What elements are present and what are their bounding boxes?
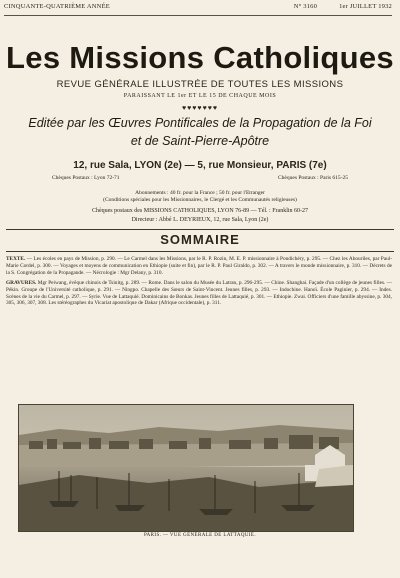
harbor-photograph <box>18 404 354 532</box>
postal-accounts <box>52 175 348 181</box>
sommaire-heading: SOMMAIRE <box>160 232 240 247</box>
postal-lyon: Chèques Postaux : Lyon 72-71 <box>52 175 120 181</box>
divider <box>6 251 394 252</box>
divider <box>6 229 394 230</box>
ornament-divider: ♥♥♥♥♥♥♥ <box>181 104 219 112</box>
issue-date: 1er JUILLET 1932 <box>339 3 392 10</box>
magazine-title: Les Missions Catholiques <box>6 40 394 75</box>
harbor-photo-illustration <box>19 405 353 531</box>
director-info: Directeur : Abbé L. DEYRIEUX, 12, rue Sala, Lyon (2e) <box>131 217 269 223</box>
subscription-price: Abonnements : 40 fr. pour la France ; 50 fr. pour l'Etranger <box>135 190 265 196</box>
publisher-line: et de Saint-Pierre-Apôtre <box>130 134 270 148</box>
gravures-body: Mgr Peiwang, évêque chinois de Tsinitg, p. 289. — Rome. Dans le salon du Musée du Latran, p. 296-295. — Chine. Shanghai. Façade d'un collège de jeunes filles. — Pékin. Groupe de l'Université catholique, p. 291. — Ningpo. Chapelle des Sœurs de Saint-Vincent. Jeunes filles, p. 293. — Indochine. Hanoï. École Paginier, p. 294. — Indes. Scènes de la vie du Carmel, p. 297. — Syrie. Vue de Lattaquié. Dominicains de Bonkas. Jeunes filles de Lattaquié, p. 301. — Ethiopie. Zwai. Officiers d'une famille abyssine, p. 304, 305, 306, 307, 308. Les stéréographes du Vicariat apostolique de Dakar (Afrique occidentale), p. 311. <box>6 279 392 307</box>
gravures-label: GRAVURES. <box>6 279 37 286</box>
subscription-info <box>0 190 400 204</box>
publisher-block <box>0 114 400 150</box>
issue-number: N° 3160 <box>293 3 318 10</box>
postal-paris: Chèques Postaux : Paris 615-25 <box>278 175 348 181</box>
texte-label: TEXTE. <box>6 256 26 262</box>
publication-frequency: PARAISSANT LE 1er ET LE 15 DE CHAQUE MOIS <box>123 93 277 99</box>
summary-text <box>6 256 392 310</box>
texte-body: — Les écoles en pays de Mission, p. 290. — Le Carmel dans les Missions, par le R. P. Rozin, M. E. P. missionnaire à Pondichéry, p. 295. — Chez les Abouriles, par Paul-Marie Cordel, p. 300. — Voyages et moyens de communication en Ethiopie (suite et fin), par le R. P. Paul Giraldo, p. 302. — A travers le monde missionnaire, p. 310. — Décrets de la S. Congrégation de la Propagande. — Nécrologie : Mgr Delany, p. 310. <box>6 256 392 276</box>
publisher-line: Editée par les Œuvres Pontificales de la Propagation de la Foi <box>28 116 372 130</box>
cheque-info: Chèques postaux des MISSIONS CATHOLIQUES, LYON 76-89 — Tél. : Franklin 60-27 <box>91 208 309 214</box>
edition-label: CINQUANTE-QUATRIÈME ANNÉE <box>4 3 110 10</box>
magazine-subtitle: REVUE GÉNÉRALE ILLUSTRÉE DE TOUTES LES MISSIONS <box>56 79 344 90</box>
summary-gravures <box>6 280 392 308</box>
publisher-addresses: 12, rue Sala, LYON (2e) — 5, rue Monsieur, PARIS (7e) <box>73 160 327 171</box>
subscription-conditions: (Conditions spéciales pour les Missionnaires, le Clergé et les Communautés religieuses) <box>103 197 297 203</box>
issue-header <box>4 3 392 16</box>
summary-texte <box>6 256 392 277</box>
photo-caption: PARIS. — VUE GÉNÉRALE DE LATTAQUIÉ. <box>143 533 257 538</box>
